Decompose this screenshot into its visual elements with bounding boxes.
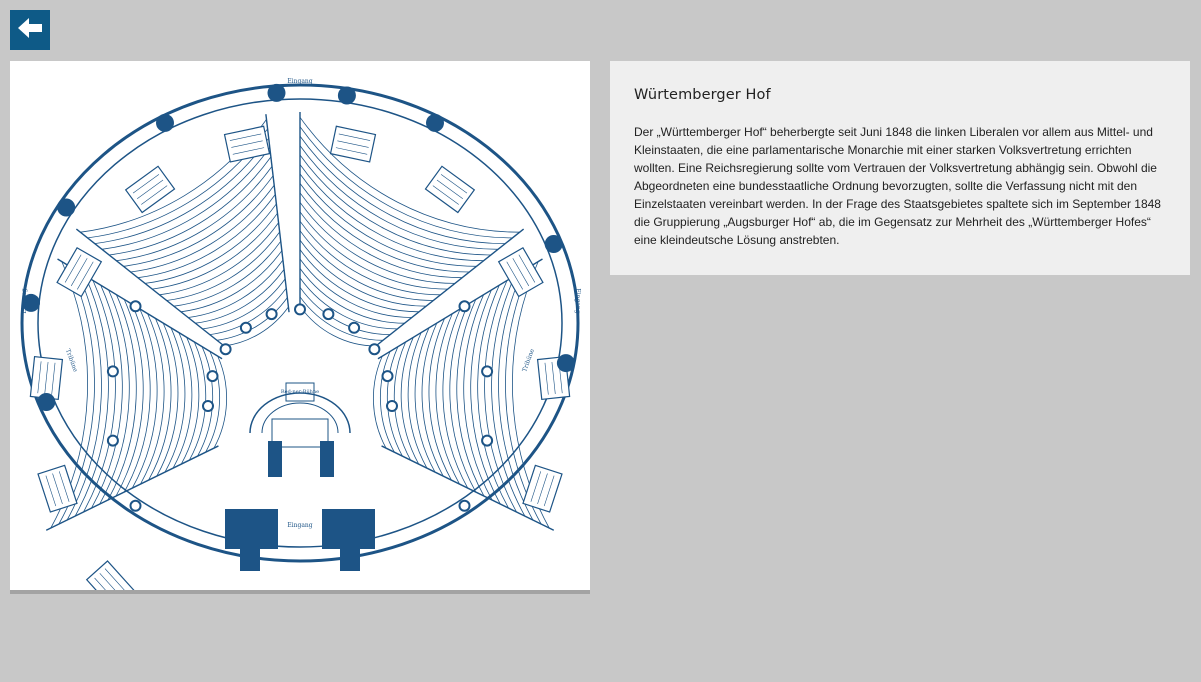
seat-row — [116, 299, 143, 496]
entrance-label-left: Eingang — [21, 288, 28, 314]
seat-row — [214, 356, 227, 448]
column-marker — [108, 436, 118, 446]
wall-pillar — [557, 354, 575, 372]
seat-row — [174, 241, 281, 306]
column-marker — [387, 401, 397, 411]
entrance-label-bottom: Eingang — [287, 522, 313, 529]
arrow-left-icon — [17, 17, 43, 44]
column-marker — [267, 309, 277, 319]
info-title: Würtemberger Hof — [634, 87, 771, 103]
seating-plan-drawing — [10, 61, 590, 590]
column-marker — [349, 323, 359, 333]
wall-pillar — [268, 84, 286, 102]
seat-row — [138, 194, 275, 277]
column-marker — [208, 371, 218, 381]
seat-row — [181, 251, 282, 312]
column-marker — [460, 501, 470, 511]
info-body: Der „Württemberger Hof“ beherbergte seit Juni 1848 die linken Liberalen vor allem aus Mittel- und Kleinstaaten, die eine parlamentarische Monarchie mit einer starken Volksvertretung errichten wollten. Eine Reichsregierung sollte vom Vertrauen der Volksvertretung abhängig sein. Obwohl die Abgeordneten eine bundesstaatliche Ordnung bevorzugten, sollte die Verfassung nicht mit den Einzelstaaten vereinbart werden. In der Frage des Staatsgebietes spaltete sich im September 1848 die Gruppierung „Augsburger Hof“ ab, die im Gegensatz zur Mehrheit des „Württemberger Hofes“ eine kleindeutsche Lösung anstrebten. — [634, 125, 1161, 247]
seating-plan-image — [10, 61, 590, 594]
column-marker — [482, 366, 492, 376]
wall-pillar — [338, 87, 356, 105]
aisle-line — [372, 229, 524, 349]
column-marker — [383, 371, 393, 381]
column-marker — [108, 366, 118, 376]
seat-row — [149, 318, 171, 480]
seat-row — [124, 304, 150, 492]
seat-row — [300, 117, 520, 232]
column-marker — [221, 344, 231, 354]
column-marker — [369, 344, 379, 354]
seat-row — [300, 221, 441, 295]
tribune-label-right: Tribüne — [521, 348, 536, 373]
column-marker — [131, 501, 141, 511]
column-marker — [323, 309, 333, 319]
entrance-label-right: Eingang — [574, 288, 581, 314]
seat-row — [157, 323, 178, 476]
seat-row — [457, 299, 484, 496]
seat-row — [300, 250, 419, 312]
wall-pillar — [426, 114, 444, 132]
entrance-structure — [225, 441, 375, 571]
wall-pillar — [37, 393, 55, 411]
seat-row — [217, 298, 287, 341]
wall-pillar — [156, 114, 174, 132]
seat-row — [450, 304, 476, 492]
seat-row — [373, 356, 386, 448]
back-button[interactable] — [10, 10, 50, 50]
entrance-label-top: Eingang — [287, 78, 313, 85]
seat-row — [300, 202, 455, 283]
seat-row — [300, 212, 448, 289]
wall-pillar — [57, 199, 75, 217]
column-marker — [295, 304, 305, 314]
seat-row — [422, 323, 443, 476]
info-panel — [610, 61, 1190, 275]
speaker-label: Red-ner-Bühne — [280, 389, 320, 395]
column-marker — [203, 401, 213, 411]
column-marker — [241, 323, 251, 333]
wall-pillar — [545, 235, 563, 253]
column-marker — [482, 436, 492, 446]
tribune-label-left: Tribüne — [64, 348, 79, 373]
column-marker — [460, 301, 470, 311]
seat-row — [429, 318, 451, 480]
seat-row — [300, 240, 426, 306]
column-marker — [131, 301, 141, 311]
